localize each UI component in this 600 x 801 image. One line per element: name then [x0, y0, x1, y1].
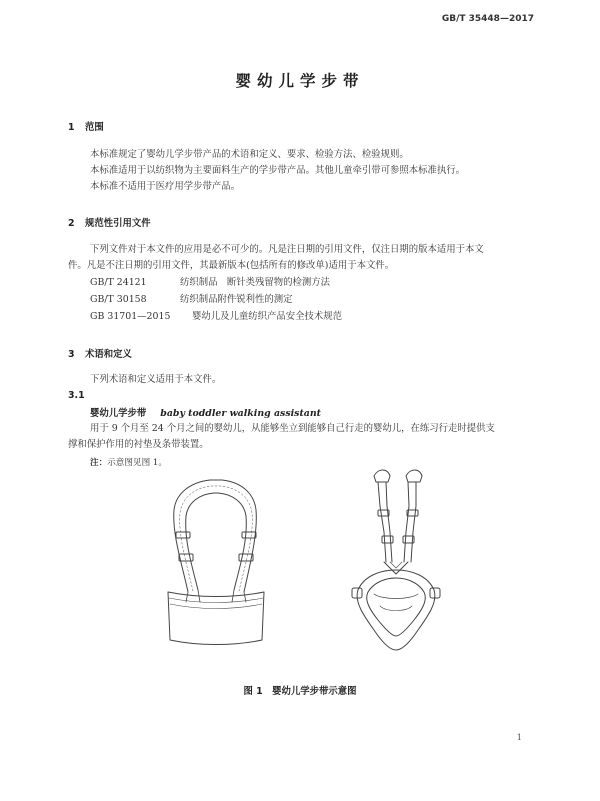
section-1-number: 1 [68, 122, 75, 133]
section-2-para-line-1: 下列文件对于本文件的应用是必不可少的。凡是注日期的引用文件，仅注日期的版本适用于本文 [90, 244, 484, 255]
harness-front-illustration [158, 474, 274, 656]
reference-code: GB/T 24121 [90, 277, 147, 288]
term-chinese: 婴幼儿学步带 [90, 408, 147, 419]
definition-line-1: 用于 9 个月至 24 个月之间的婴幼儿，从能够坐立到能够自己行走的婴幼儿，在练习行走时提供支 [90, 423, 495, 434]
term-entry [90, 405, 321, 419]
reference-code: GB 31701—2015 [90, 311, 171, 322]
reference-item [90, 275, 330, 291]
section-1-para-3: 本标准不适用于医疗用学步带产品。 [90, 181, 241, 192]
section-1-heading [68, 119, 104, 133]
section-1-title: 范围 [85, 122, 104, 133]
reference-title: 纺织制品附件锐利性的测定 [180, 294, 293, 305]
document-number: GB/T 35448—2017 [441, 14, 534, 24]
section-3-title: 术语和定义 [85, 349, 132, 360]
definition-line-2: 撑和保护作用的衬垫及条带装置。 [68, 439, 209, 450]
reference-item [90, 309, 342, 325]
section-2-title: 规范性引用文件 [85, 218, 151, 229]
section-3-heading [68, 346, 132, 360]
reference-title: 婴幼儿及儿童纺织产品安全技术规范 [192, 311, 343, 322]
figure-caption: 图 1 婴幼儿学步带示意图 [243, 686, 357, 697]
section-1-para-2: 本标准适用于以纺织物为主要面料生产的学步带产品。其他儿童牵引带可参照本标准执行。 [90, 165, 466, 176]
harness-3d-illustration [340, 466, 452, 658]
note-text: 示意图见图 1。 [107, 458, 167, 468]
reference-item [90, 292, 293, 308]
reference-code: GB/T 30158 [90, 294, 147, 305]
subsection-number: 3.1 [68, 390, 85, 401]
section-3-intro: 下列术语和定义适用于本文件。 [90, 374, 222, 385]
section-2-heading [68, 215, 151, 229]
section-3-number: 3 [68, 349, 75, 360]
page-title: 婴幼儿学步带 [235, 72, 365, 90]
note-label: 注： [90, 458, 108, 468]
term-english: baby toddler walking assistant [160, 408, 322, 419]
section-2-number: 2 [68, 218, 75, 229]
note [90, 456, 167, 468]
section-2-para-line-2: 件。凡是不注日期的引用文件，其最新版本(包括所有的修改单)适用于本文件。 [68, 260, 395, 271]
page-number: 1 [516, 733, 522, 743]
section-1-para-1: 本标准规定了婴幼儿学步带产品的术语和定义、要求、检验方法、检验规则。 [90, 149, 409, 160]
reference-title: 纺织制品 断针类残留物的检测方法 [180, 277, 331, 288]
